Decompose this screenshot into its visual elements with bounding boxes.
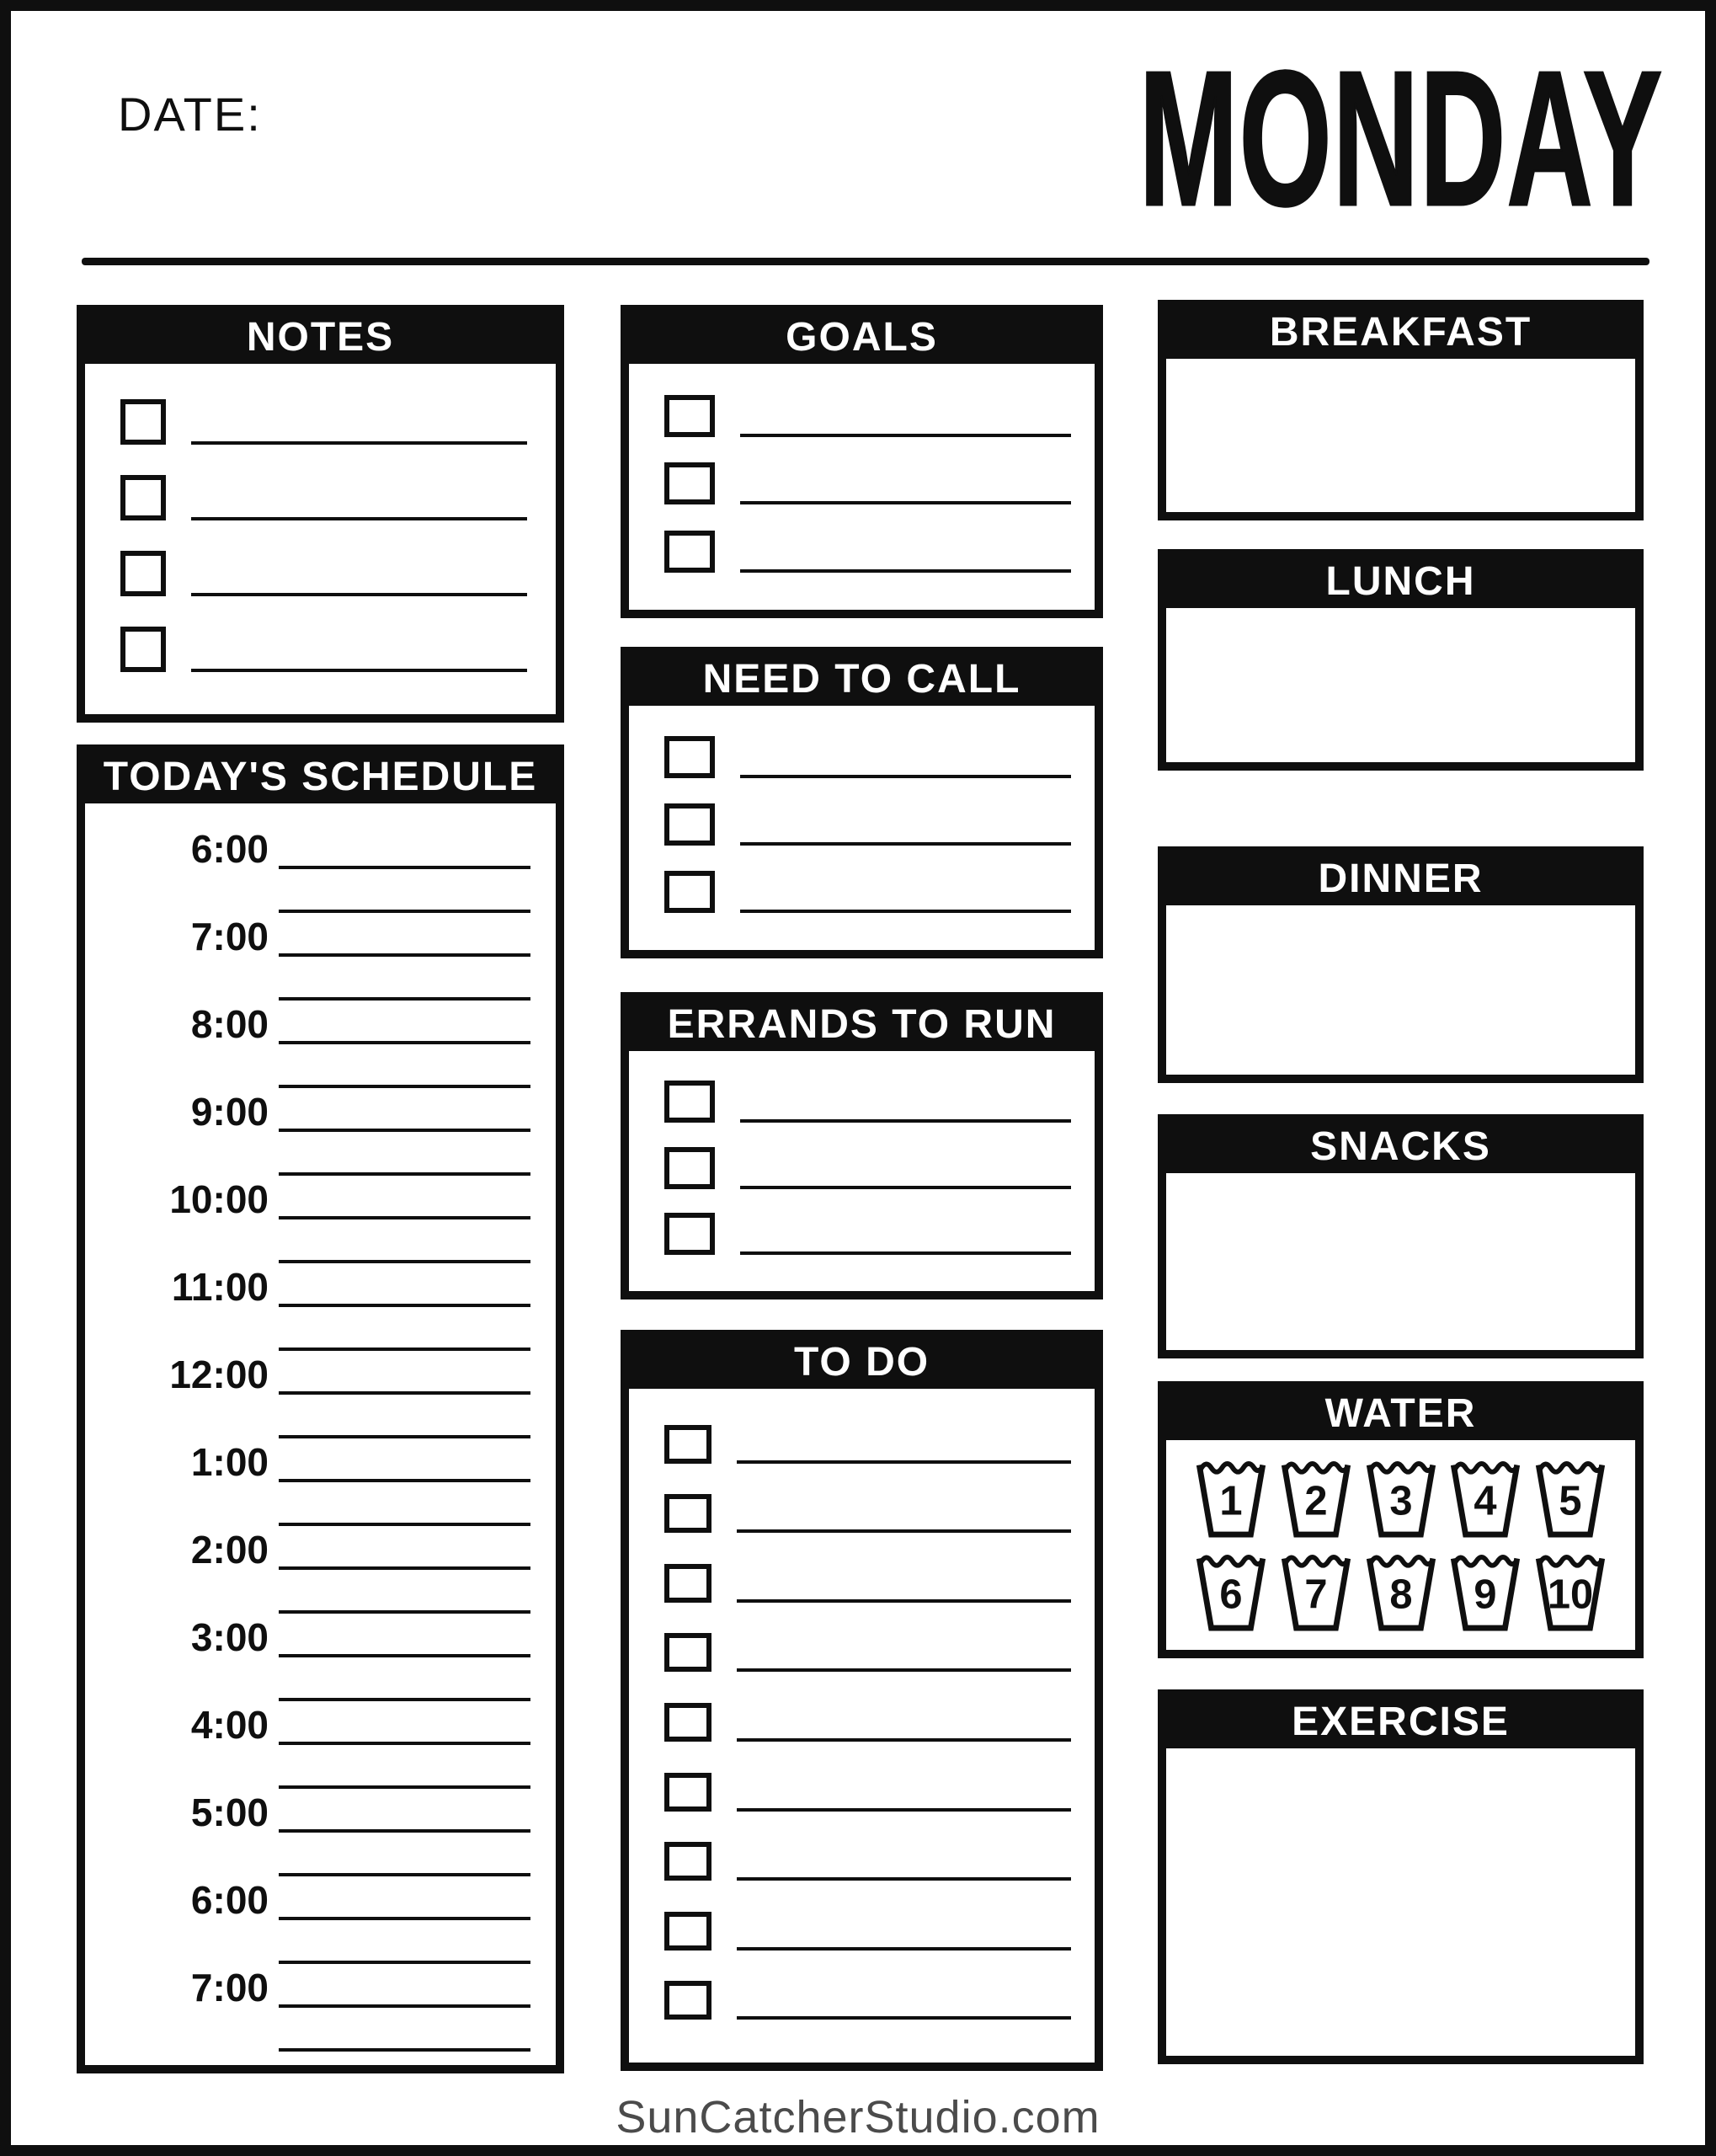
schedule-half-row bbox=[85, 1570, 556, 1614]
footer-credit: SunCatcherStudio.com bbox=[616, 2092, 1100, 2143]
write-line[interactable] bbox=[737, 1668, 1071, 1672]
time-label: 3:00 bbox=[190, 1614, 269, 1659]
svg-text:3: 3 bbox=[1388, 1478, 1413, 1524]
errands-list bbox=[629, 1051, 1095, 1291]
breakfast-write-area[interactable] bbox=[1166, 359, 1635, 512]
schedule-row bbox=[85, 1001, 556, 1044]
svg-text:9: 9 bbox=[1474, 1572, 1497, 1618]
water-cup-icon[interactable] bbox=[1365, 1550, 1437, 1635]
errands-title: ERRANDS TO RUN bbox=[629, 1001, 1095, 1051]
schedule-line[interactable] bbox=[279, 1041, 530, 1044]
write-line[interactable] bbox=[740, 842, 1071, 846]
need-to-call-title: NEED TO CALL bbox=[629, 655, 1095, 706]
schedule-row bbox=[85, 1088, 556, 1132]
schedule-line[interactable] bbox=[279, 1917, 530, 1920]
checklist-row bbox=[664, 1564, 1071, 1603]
write-line[interactable] bbox=[737, 2016, 1071, 2020]
schedule-line[interactable] bbox=[279, 1829, 530, 1833]
schedule-line[interactable] bbox=[279, 2004, 530, 2008]
schedule-line[interactable] bbox=[279, 1610, 530, 1614]
lunch-write-area[interactable] bbox=[1166, 608, 1635, 762]
checkbox[interactable] bbox=[120, 475, 166, 520]
schedule-row bbox=[85, 1964, 556, 2008]
write-line[interactable] bbox=[737, 1738, 1071, 1742]
todo-list bbox=[629, 1389, 1095, 2063]
time-label: 8:00 bbox=[190, 1001, 269, 1046]
water-cup-icon[interactable] bbox=[1449, 1457, 1521, 1541]
water-cup-icon[interactable] bbox=[1534, 1550, 1607, 1635]
schedule-row bbox=[85, 1701, 556, 1745]
checkbox[interactable] bbox=[664, 462, 715, 504]
schedule-row bbox=[85, 1526, 556, 1570]
schedule-half-row bbox=[85, 1482, 556, 1526]
checklist-row bbox=[664, 395, 1071, 437]
checkbox[interactable] bbox=[664, 803, 715, 846]
goals-title: GOALS bbox=[629, 313, 1095, 364]
water-cup-row bbox=[1195, 1550, 1607, 1635]
time-label: 11:00 bbox=[171, 1264, 269, 1309]
schedule-row bbox=[85, 1789, 556, 1833]
schedule-half-row bbox=[85, 1395, 556, 1438]
checkbox[interactable] bbox=[664, 531, 715, 573]
snacks-section bbox=[1158, 1114, 1644, 1358]
checkbox[interactable] bbox=[664, 1494, 711, 1533]
water-cup-icon[interactable] bbox=[1534, 1457, 1607, 1541]
schedule-half-row bbox=[85, 1219, 556, 1263]
header-divider bbox=[82, 258, 1649, 265]
schedule-half-row bbox=[85, 1307, 556, 1351]
breakfast-title: BREAKFAST bbox=[1166, 308, 1635, 359]
schedule-title: TODAY'S SCHEDULE bbox=[85, 753, 556, 803]
write-line[interactable] bbox=[740, 569, 1071, 573]
write-line[interactable] bbox=[737, 1947, 1071, 1951]
schedule-line[interactable] bbox=[279, 1654, 530, 1657]
water-cup-icon[interactable] bbox=[1365, 1457, 1437, 1541]
checklist-row bbox=[664, 1633, 1071, 1672]
schedule-half-row bbox=[85, 869, 556, 913]
day-title: MONDAY bbox=[1138, 32, 1663, 246]
write-line[interactable] bbox=[740, 910, 1071, 913]
checkbox[interactable] bbox=[120, 627, 166, 672]
water-cup-row bbox=[1195, 1457, 1607, 1541]
dinner-write-area[interactable] bbox=[1166, 905, 1635, 1075]
schedule-half-row bbox=[85, 1745, 556, 1789]
write-line[interactable] bbox=[737, 1808, 1071, 1812]
checklist-row bbox=[664, 462, 1071, 504]
checklist-row bbox=[664, 1081, 1071, 1123]
write-line[interactable] bbox=[191, 593, 527, 596]
goals-list bbox=[629, 364, 1095, 610]
dinner-section bbox=[1158, 846, 1644, 1083]
todo-title: TO DO bbox=[629, 1338, 1095, 1389]
checkbox[interactable] bbox=[120, 551, 166, 596]
notes-list bbox=[85, 364, 556, 714]
checklist-row bbox=[664, 1703, 1071, 1742]
schedule-line[interactable] bbox=[279, 1172, 530, 1176]
water-cup-icon[interactable] bbox=[1449, 1550, 1521, 1635]
checklist-row bbox=[664, 803, 1071, 846]
write-line[interactable] bbox=[737, 1599, 1071, 1603]
schedule-row bbox=[85, 1876, 556, 1920]
schedule-line[interactable] bbox=[279, 1435, 530, 1438]
schedule-line[interactable] bbox=[279, 866, 530, 869]
svg-text:8: 8 bbox=[1388, 1572, 1413, 1618]
write-line[interactable] bbox=[740, 775, 1071, 778]
write-line[interactable] bbox=[740, 1186, 1071, 1189]
time-label: 7:00 bbox=[190, 914, 269, 958]
svg-text:7: 7 bbox=[1304, 1572, 1328, 1618]
write-line[interactable] bbox=[191, 669, 527, 672]
schedule-line[interactable] bbox=[279, 910, 530, 913]
svg-text:1: 1 bbox=[1219, 1478, 1243, 1524]
schedule-line[interactable] bbox=[279, 1566, 530, 1570]
snacks-title: SNACKS bbox=[1166, 1123, 1635, 1173]
water-tracker bbox=[1166, 1440, 1635, 1650]
checklist-row bbox=[664, 871, 1071, 913]
need-to-call-list bbox=[629, 706, 1095, 950]
checkbox[interactable] bbox=[664, 1425, 711, 1464]
write-line[interactable] bbox=[737, 1877, 1071, 1881]
schedule-line[interactable] bbox=[279, 1391, 530, 1395]
svg-text:4: 4 bbox=[1474, 1478, 1497, 1524]
schedule-row bbox=[85, 1438, 556, 1482]
schedule-line[interactable] bbox=[279, 1129, 530, 1132]
exercise-title: EXERCISE bbox=[1166, 1698, 1635, 1748]
checkbox[interactable] bbox=[664, 1773, 711, 1812]
time-label: 7:00 bbox=[190, 1965, 269, 2009]
write-line[interactable] bbox=[737, 1460, 1071, 1464]
write-line[interactable] bbox=[740, 501, 1071, 504]
water-section bbox=[1158, 1381, 1644, 1658]
checkbox[interactable] bbox=[664, 1703, 711, 1742]
notes-title: NOTES bbox=[85, 313, 556, 364]
write-line[interactable] bbox=[191, 517, 527, 520]
schedule-half-row bbox=[85, 2008, 556, 2052]
svg-text:2: 2 bbox=[1304, 1478, 1328, 1524]
schedule-row bbox=[85, 913, 556, 957]
checkbox[interactable] bbox=[664, 395, 715, 437]
schedule-row bbox=[85, 1614, 556, 1657]
checklist-row bbox=[664, 1494, 1071, 1533]
checkbox[interactable] bbox=[664, 1213, 715, 1255]
water-cup-icon[interactable] bbox=[1195, 1550, 1267, 1635]
write-line[interactable] bbox=[740, 434, 1071, 437]
water-cup-icon[interactable] bbox=[1195, 1457, 1267, 1541]
checkbox[interactable] bbox=[664, 736, 715, 778]
checklist-row bbox=[664, 1213, 1071, 1255]
checkbox[interactable] bbox=[120, 399, 166, 445]
write-line[interactable] bbox=[740, 1119, 1071, 1123]
checklist-row bbox=[120, 551, 527, 596]
dinner-title: DINNER bbox=[1166, 855, 1635, 905]
snacks-write-area[interactable] bbox=[1166, 1173, 1635, 1350]
schedule-row bbox=[85, 1351, 556, 1395]
checklist-row bbox=[120, 399, 527, 445]
checkbox[interactable] bbox=[664, 871, 715, 913]
time-label: 9:00 bbox=[190, 1089, 269, 1134]
schedule-line[interactable] bbox=[279, 2048, 530, 2052]
schedule-line[interactable] bbox=[279, 1216, 530, 1219]
schedule-line[interactable] bbox=[279, 997, 530, 1001]
schedule-line[interactable] bbox=[279, 1523, 530, 1526]
schedule-line[interactable] bbox=[279, 1873, 530, 1876]
checkbox[interactable] bbox=[664, 1147, 715, 1189]
errands-section bbox=[621, 992, 1103, 1299]
schedule-half-row bbox=[85, 1920, 556, 1964]
schedule-line[interactable] bbox=[279, 1698, 530, 1701]
date-label: DATE: bbox=[118, 88, 262, 141]
breakfast-section bbox=[1158, 300, 1644, 520]
checklist-row bbox=[120, 627, 527, 672]
todo-section bbox=[621, 1330, 1103, 2071]
time-label: 5:00 bbox=[190, 1790, 269, 1834]
schedule-line[interactable] bbox=[279, 1785, 530, 1789]
notes-section bbox=[77, 305, 564, 723]
schedule-half-row bbox=[85, 1657, 556, 1701]
schedule-line[interactable] bbox=[279, 1260, 530, 1263]
checklist-row bbox=[664, 1912, 1071, 1951]
water-title: WATER bbox=[1166, 1390, 1635, 1440]
checklist-row bbox=[664, 1981, 1071, 2020]
svg-text:5: 5 bbox=[1559, 1478, 1582, 1524]
write-line[interactable] bbox=[191, 441, 527, 445]
need-to-call-section bbox=[621, 647, 1103, 958]
checklist-row bbox=[120, 475, 527, 520]
schedule-row bbox=[85, 825, 556, 869]
time-label: 6:00 bbox=[190, 826, 269, 871]
schedule-line[interactable] bbox=[279, 1085, 530, 1088]
schedule-half-row bbox=[85, 1044, 556, 1088]
time-label: 12:00 bbox=[169, 1352, 269, 1396]
schedule-line[interactable] bbox=[279, 1961, 530, 1964]
checklist-row bbox=[664, 1147, 1071, 1189]
time-label: 4:00 bbox=[190, 1702, 269, 1747]
schedule-list bbox=[85, 803, 556, 2065]
exercise-section bbox=[1158, 1689, 1644, 2064]
svg-text:10: 10 bbox=[1547, 1572, 1594, 1618]
checklist-row bbox=[664, 736, 1071, 778]
schedule-line[interactable] bbox=[279, 1348, 530, 1351]
svg-text:6: 6 bbox=[1219, 1572, 1243, 1618]
schedule-line[interactable] bbox=[279, 953, 530, 957]
checklist-row bbox=[664, 1842, 1071, 1881]
schedule-half-row bbox=[85, 1132, 556, 1176]
checklist-row bbox=[664, 1773, 1071, 1812]
checkbox[interactable] bbox=[664, 1633, 711, 1672]
schedule-section bbox=[77, 744, 564, 2073]
schedule-row bbox=[85, 1263, 556, 1307]
write-line[interactable] bbox=[740, 1251, 1071, 1255]
goals-section bbox=[621, 305, 1103, 618]
schedule-line[interactable] bbox=[279, 1479, 530, 1482]
time-label: 10:00 bbox=[169, 1177, 269, 1221]
checkbox[interactable] bbox=[664, 1912, 711, 1951]
checklist-row bbox=[664, 531, 1071, 573]
schedule-line[interactable] bbox=[279, 1742, 530, 1745]
checkbox[interactable] bbox=[664, 1081, 715, 1123]
water-cup-icon[interactable] bbox=[1280, 1550, 1352, 1635]
time-label: 6:00 bbox=[190, 1877, 269, 1922]
schedule-half-row bbox=[85, 957, 556, 1001]
lunch-section bbox=[1158, 549, 1644, 771]
exercise-write-area[interactable] bbox=[1166, 1748, 1635, 2056]
schedule-half-row bbox=[85, 1833, 556, 1876]
lunch-title: LUNCH bbox=[1166, 558, 1635, 608]
time-label: 1:00 bbox=[190, 1439, 269, 1484]
checkbox[interactable] bbox=[664, 1564, 711, 1603]
checkbox[interactable] bbox=[664, 1981, 711, 2020]
checklist-row bbox=[664, 1425, 1071, 1464]
checkbox[interactable] bbox=[664, 1842, 711, 1881]
time-label: 2:00 bbox=[190, 1527, 269, 1572]
water-cup-icon[interactable] bbox=[1280, 1457, 1352, 1541]
schedule-line[interactable] bbox=[279, 1304, 530, 1307]
schedule-row bbox=[85, 1176, 556, 1219]
write-line[interactable] bbox=[737, 1529, 1071, 1533]
